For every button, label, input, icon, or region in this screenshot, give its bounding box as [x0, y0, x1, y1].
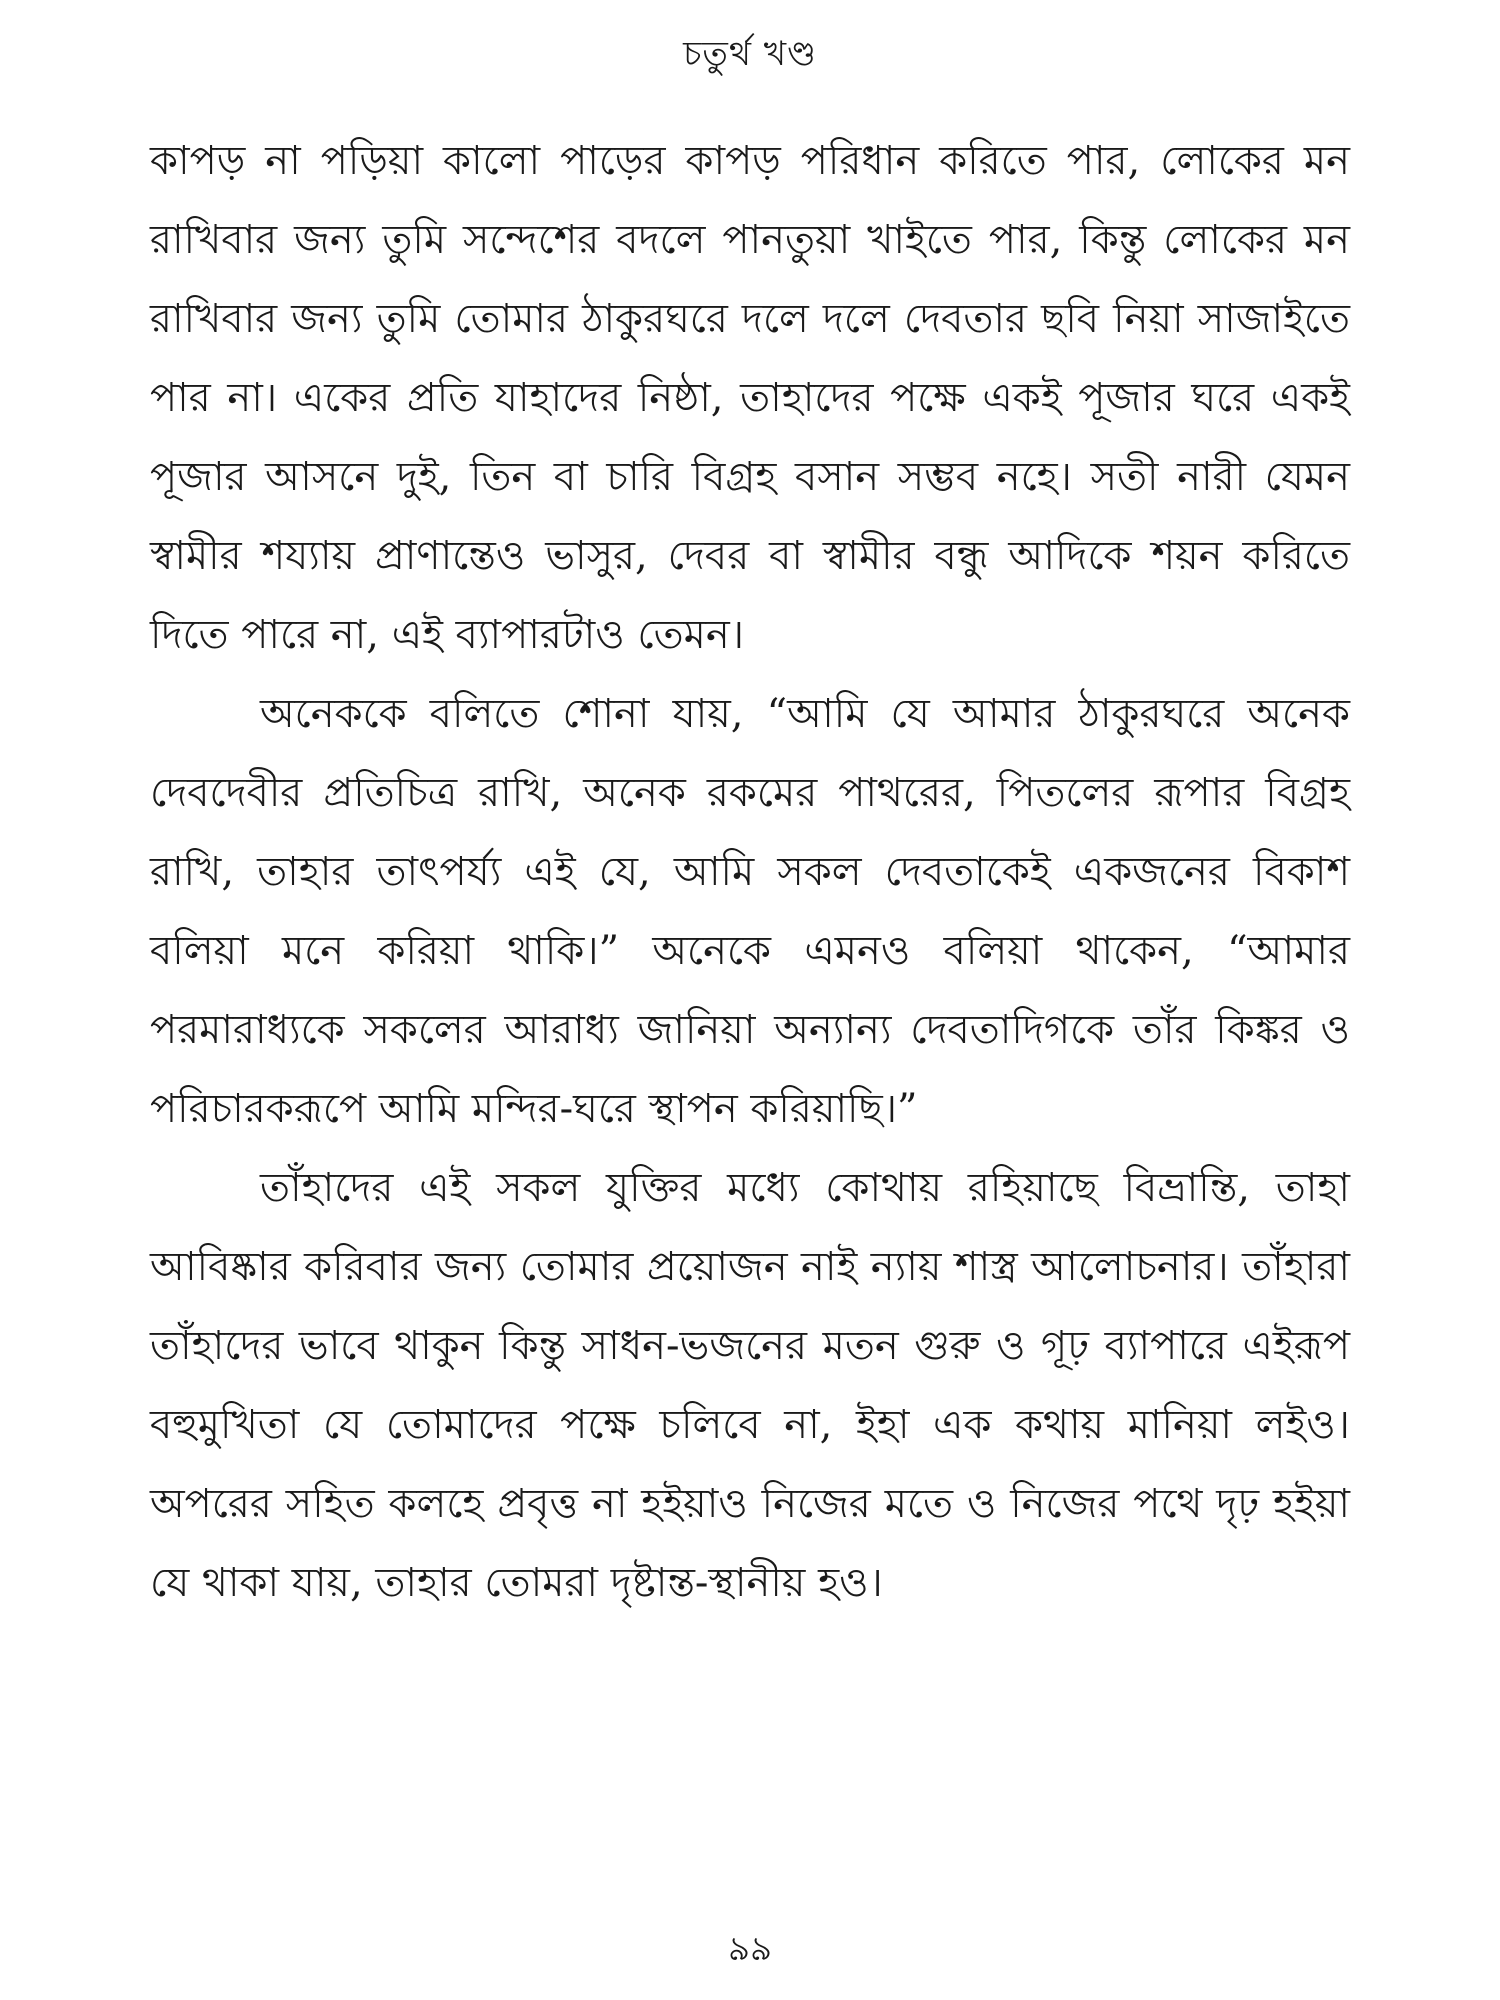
- running-header: চতুর্থ খণ্ড: [683, 34, 817, 74]
- paragraph: তাঁহাদের এই সকল যুক্তির মধ্যে কোথায় রহিয়াছে বিভ্রান্তি, তাহা আবিষ্কার করিবার জন্য তোমার প্রয়োজন নাই ন্যায় শাস্ত্র আলোচনার। তাঁহারা তাঁহাদের ভাবে থাকুন কিন্তু সাধন-ভজনের মতন গুরু ও গূঢ় ব্যাপারে এইরূপ বহুমুখিতা যে তোমাদের পক্ষে চলিবে না, ইহা এক কথায় মানিয়া লইও। অপরের সহিত কলহে প্রবৃত্ত না হইয়াও নিজের মতে ও নিজের পথে দৃঢ় হইয়া যে থাকা যায়, তাহার তোমরা দৃষ্টান্ত-স্থানীয় হও।: [150, 1165, 1350, 1606]
- paragraph-continued: কাপড় না পড়িয়া কালো পাড়ের কাপড় পরিধান করিতে পার, লোকের মন রাখিবার জন্য তুমি সন্দেশের বদলে পানতুয়া খাইতে পার, কিন্তু লোকের মন রাখিবার জন্য তুমি তোমার ঠাকুরঘরে দলে দলে দেবতার ছবি নিয়া সাজাইতে পার না। একের প্রতি যাহাদের নিষ্ঠা, তাহাদের পক্ষে একই পূজার ঘরে একই পূজার আসনে দুই, তিন বা চারি বিগ্রহ বসান সম্ভব নহে। সতী নারী যেমন স্বামীর শয্যায় প্রাণান্তেও ভাসুর, দেবর বা স্বামীর বন্ধু আদিকে শয়ন করিতে দিতে পারে না, এই ব্যাপারটাও তেমন।: [150, 138, 1350, 658]
- body-text: [150, 122, 1350, 1623]
- paragraph: অনেককে বলিতে শোনা যায়, “আমি যে আমার ঠাকুরঘরে অনেক দেবদেবীর প্রতিচিত্র রাখি, অনেক রকমের পাথরের, পিতলের রূপার বিগ্রহ রাখি, তাহার তাৎপর্য্য এই যে, আমি সকল দেবতাকেই একজনের বিকাশ বলিয়া মনে করিয়া থাকি।” অনেকে এমনও বলিয়া থাকেন, “আমার পরমারাধ্যকে সকলের আরাধ্য জানিয়া অন্যান্য দেবতাদিগকে তাঁর কিঙ্কর ও পরিচারকরূপে আমি মন্দির-ঘরে স্থাপন করিয়াছি।”: [150, 691, 1350, 1132]
- page-number: ৯৯: [727, 1929, 773, 1969]
